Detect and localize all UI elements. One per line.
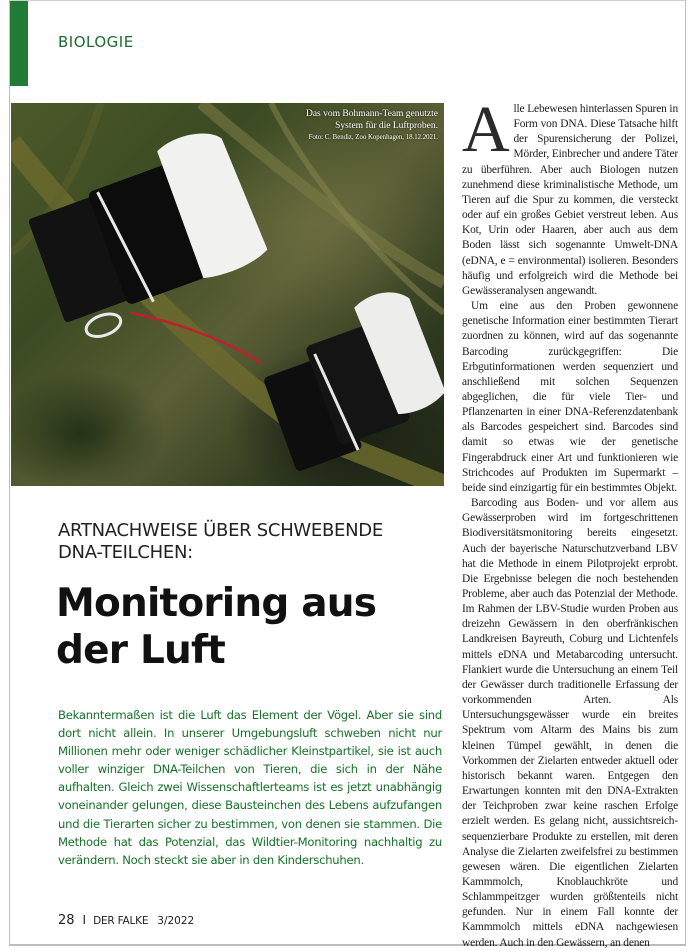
kicker-line: ARTNACHWEISE ÜBER SCHWEBENDE [58,520,383,541]
page-number: 28 [58,913,75,928]
article-photo [11,103,444,486]
headline-line: Monitoring aus [56,581,377,626]
article-body [462,93,678,951]
magazine-name: DER FALKE [93,915,149,927]
caption-line: System für die Luftproben. [335,121,438,131]
article-kicker [58,520,438,564]
caption-line: Das vom Bohmann-Team genutzte [305,109,438,119]
body-paragraph: Barcoding aus Boden- und vor allem aus Gewässerproben wird im fortgeschrittenen Biodiversitätsmonitoring bereits eingesetzt. Auch der bayerische Naturschutzverband LBV hat die Methode in einem Pilotprojekt erprobt. Die Ergebnisse belegen die noch bestehenden Probleme, aber auch das Potenzial der Methode. Im Rahmen der LBV-Studie wurden Proben aus dreizehn Gewässern in den oberfränkischen Landkreisen Bayreuth, Coburg und Lichtenfels mittels eDNA und Metabarcoding untersucht. Flankiert wurde die Untersuchung an einem Teil der Gewässer durch traditionelle Erfassung der vorkommenden Arten. Als Untersuchungsgewässer wurde ein breites Spektrum vom Altarm des Mains bis zum kleinen Tümpel gewählt, in denen die Vorkommen der Zielarten entweder aktuell oder historisch bekannt waren. Entgegen den Erwartungen konnten mit den DNA-Extrakten der Teichproben zwar keine raschen Erfolge erzielt werden. Es gelang nicht, aussichtsreich-sequenzierbare Produkte zu erstellen, mit deren Analyse die Zielarten zweifelsfrei zu bestimmen gewesen wären. Die eigentlichen Zielarten Kammmolch, Knoblauchkröte und Schlammpeitzger wurden größtenteils nicht gefunden. Nur in einem Fall konnte der Kammmolch mittels eDNA nachgewiesen werden. Auch in den Gewässern, an denen [462,497,678,949]
article-lead: Bekanntermaßen ist die Luft das Element der Vögel. Aber sie sind dort nicht allein. In unserer Umgebungsluft schweben nicht nur Millionen mehr oder weniger schädlicher Kleinstpartikel, sie ist auch voller winziger DNA-Teilchen von Tieren, die sich in der Nähe aufhalten. Gleich zwei Wissenschaftlerteams ist es jetzt unabhängig voneinander gelungen, diese Bausteinchen des Lebens aufzufangen und die Tierarten sicher zu bestimmen, von denen sie stammen. Die Methode hat das Potenzial, das Wildtier-Monitoring nachhaltig zu verändern. Noch steckt sie aber in den Kinderschuhen. [58,708,442,867]
article-headline [56,580,446,674]
photo-illustration [11,103,444,486]
kicker-line: DNA-TEILCHEN: [58,542,193,563]
paragraph-text: lle Lebewesen hinterlassen Spuren in Form von DNA. Diese Tatsache hilft der Spurensicherung der Polizei, Mörder, Einbrecher und andere Täter zu überführen. Aber auch Biologen nutzen zunehmend diese kriminalistische Methode, um Tieren auf die Spur zu kommen, die versteckt oder auf ein großes Gebiet verstreut leben. Aus Kot, Urin oder Haaren, aber auch aus dem Boden lässt sich sogenannte Umwelt-DNA (eDNA, e = environmental) isolieren. Besonders häufig und erfolgreich wird die Methode bei Gewässeranalysen angewandt. [462,103,678,297]
section-label: BIOLOGIE [58,33,134,51]
footer-separator: I [82,913,87,927]
body-paragraph: Um eine aus den Proben gewonnene genetische Information einer bestimmten Tierart zuordnen zu können, wird auf das sogenannte Barcoding zurückgegriffen: Die Erbgutinformationen werden sequenziert und anschließend mit solchen Sequenzen abgeglichen, die für viele Tier- und Pflanzenarten in einer DNA-Referenzdatenbank als Barcodes gespeichert sind. Barcodes sind damit so etwas wie der genetische Fingerabdruck einer Art und funktionieren wie Strichcodes auf Produkten im Supermarkt – beide sind einzigartig für ein bestimmtes Objekt. [462,300,678,494]
body-paragraph [462,93,678,299]
page-footer [58,909,194,928]
headline-line: der Luft [56,628,226,673]
issue-number: 3/2022 [157,915,195,927]
photo-credit: Foto: C. Bendiz, Zoo Kopenhagen, 18.12.2021. [308,134,438,141]
photo-caption [306,108,438,143]
drop-cap: A [462,93,510,166]
section-color-bar [10,1,28,86]
